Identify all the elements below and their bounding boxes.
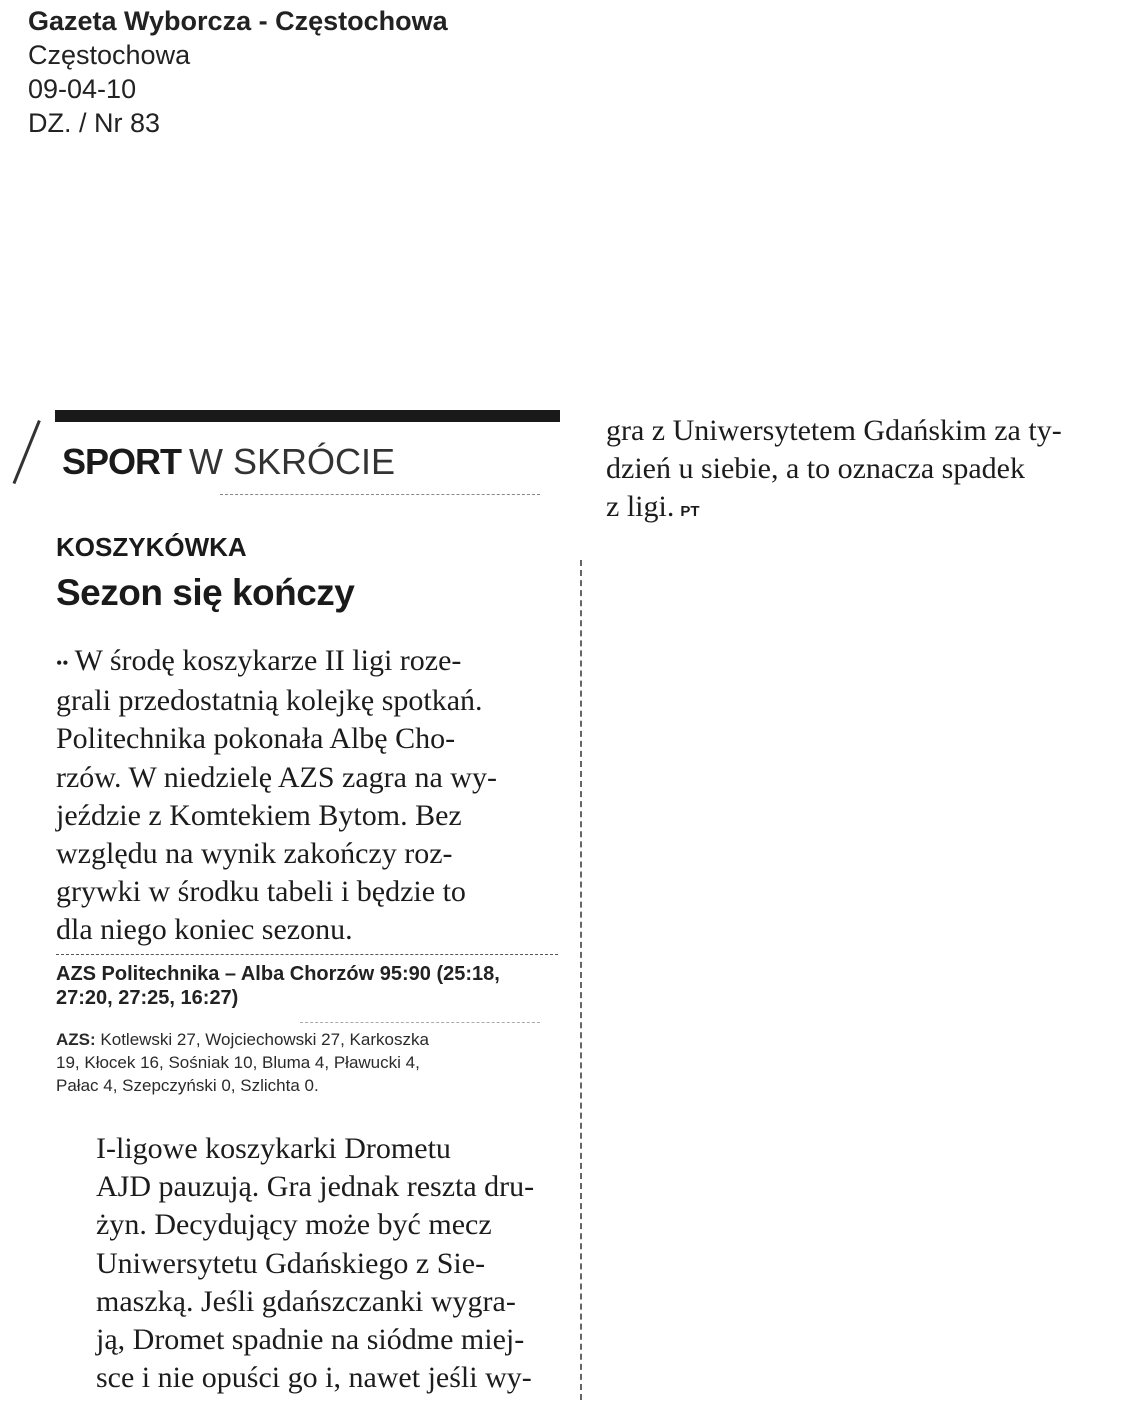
lead-line: rzów. W niedzielę AZS zagra na wy- (56, 760, 497, 794)
article-kicker: KOSZYKÓWKA (56, 532, 247, 562)
lead-line: dla niego koniec sezonu. (56, 913, 353, 947)
issue-number: DZ. / Nr 83 (28, 108, 161, 138)
paragraph-line: sce i nie opuści go i, nawet jeśli wy- (96, 1361, 532, 1395)
publication-name: Gazeta Wyborcza - Częstochowa (28, 6, 448, 36)
paragraph-line: Uniwersytetu Gdańskiego z Sie- (96, 1246, 486, 1280)
paragraph-line: ją, Dromet spadnie na siódme miej- (96, 1323, 525, 1357)
city: Częstochowa (28, 40, 191, 70)
section-title-light: W SKRÓCIE (189, 441, 396, 482)
score-bottom-rule (300, 1022, 540, 1023)
score-line: AZS Politechnika – Alba Chorzów 95:90 (25:18, (56, 963, 500, 985)
lineup-line: AZS: Kotlewski 27, Wojciechowski 27, Karkoszka (56, 1030, 429, 1049)
match-score (56, 962, 556, 1010)
lineup-label: AZS: (56, 1030, 96, 1049)
score-top-rule (56, 954, 558, 955)
section-title (62, 442, 395, 482)
score-line: 27:20, 27:25, 16:27) (56, 987, 239, 1009)
article-lead (56, 642, 558, 950)
article-headline: Sezon się kończy (56, 572, 355, 613)
section-title-bold: SPORT (62, 441, 182, 482)
article-second-paragraph (56, 1130, 558, 1397)
section-top-rule (55, 410, 560, 422)
lineup-line: Pałac 4, Szepczyński 0, Szlichta 0. (56, 1076, 319, 1095)
bullet-icon: •• (56, 653, 69, 673)
paragraph-line: AJD pauzują. Gra jednak reszta dru- (96, 1170, 535, 1204)
clipping-header (28, 4, 448, 140)
paragraph-line: żyn. Decydujący może być mecz (96, 1208, 492, 1242)
team-lineup (56, 1028, 556, 1097)
continuation-line: dzień u siebie, a to oznacza spadek (606, 452, 1025, 485)
lead-line: •• W środę koszykarze II ligi roze- (56, 644, 462, 677)
lead-line: względu na wynik zakończy roz- (56, 837, 453, 871)
date: 09-04-10 (28, 74, 137, 104)
continuation-line: gra z Uniwersytetem Gdańskim za ty- (606, 414, 1062, 447)
author-signature: PT (680, 503, 700, 520)
paragraph-line: I-ligowe koszykarki Drometu (96, 1132, 451, 1165)
article-continuation (606, 412, 1125, 531)
section-slash-mark (13, 420, 41, 484)
lineup-line: 19, Kłocek 16, Sośniak 10, Bluma 4, Pławucki 4, (56, 1053, 420, 1072)
lead-line: Politechnika pokonała Albę Cho- (56, 722, 456, 756)
continuation-line: z ligi. PT (606, 490, 700, 523)
section-dashed-rule (220, 494, 540, 495)
lead-line: grali przedostatnią kolejkę spotkań. (56, 684, 483, 718)
column-divider (580, 560, 582, 1400)
lead-line: jeździe z Komtekiem Bytom. Bez (56, 798, 462, 832)
lead-line: grywki w środku tabeli i będzie to (56, 875, 466, 909)
paragraph-line: maszką. Jeśli gdańszczanki wygra- (96, 1284, 516, 1318)
